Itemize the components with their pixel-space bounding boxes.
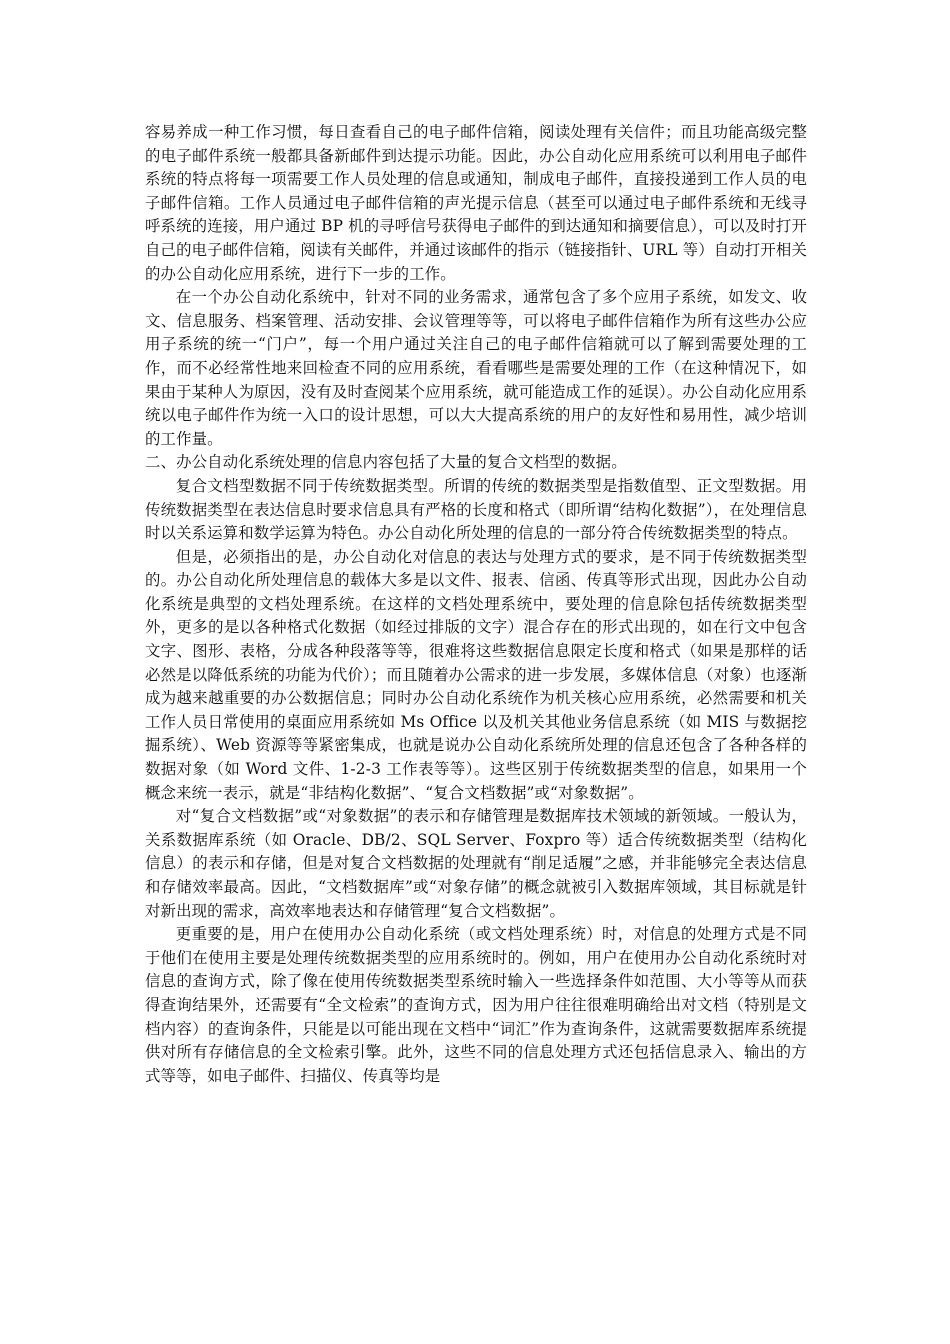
section-heading-compound-documents: 二、办公自动化系统处理的信息内容包括了大量的复合文档型的数据。 [145, 453, 627, 472]
document-body [145, 121, 807, 1088]
paragraph-document-database: 对“复合文档数据”或“对象数据”的表示和存储管理是数据库技术领域的新领域。一般认为，关系数据库系统（如 Oracle、DB/2、SQL Server、Foxpro 等）适合传统数据类型（结构化信息）的表示和存储，但是对复合文档数据的处理就有“削足适履”之感，并非能够完全表达信息和存储效率最高。因此，“文档数据库”或“对象存储”的概念就被引入数据库领域，其目标就是针对新出现的需求，高效率地表达和存储管理“复合文档数据”。 [145, 807, 807, 920]
paragraph-unified-portal: 在一个办公自动化系统中，针对不同的业务需求，通常包含了多个应用子系统，如发文、收文、信息服务、档案管理、活动安排、会议管理等等，可以将电子邮件信箱作为所有这些办公应用子系统的统一“门户”，每一个用户通过关注自己的电子邮件信箱就可以了解到需要处理的工作，而不必经常性地来回检查不同的应用系统，看看哪些是需要处理的工作（在这种情况下，如果由于某种人为原因，没有及时查阅某个应用系统，就可能造成工作的延误）。办公自动化应用系统以电子邮件作为统一入口的设计思想，可以大大提高系统的用户的友好性和易用性，减少培训的工作量。 [145, 288, 807, 448]
paragraph-email-habit: 容易养成一种工作习惯，每日查看自己的电子邮件信箱，阅读处理有关信件；而且功能高级完整的电子邮件系统一般都具备新邮件到达提示功能。因此，办公自动化应用系统可以利用电子邮件系统的特点将每一项需要工作人员处理的信息或通知，制成电子邮件，直接投递到工作人员的电子邮件信箱。工作人员通过电子邮件信箱的声光提示信息（甚至可以通过电子邮件系统和无线寻呼系统的连接，用户通过 BP 机的寻呼信号获得电子邮件的到达通知和摘要信息），可以及时打开自己的电子邮件信箱，阅读有关邮件，并通过该邮件的指示（链接指针、URL 等）自动打开相关的办公自动化应用系统，进行下一步的工作。 [145, 123, 807, 283]
paragraph-full-text-search: 更重要的是，用户在使用办公自动化系统（或文档处理系统）时，对信息的处理方式是不同于他们在使用主要是处理传统数据类型的应用系统时的。例如，用户在使用办公自动化系统时对信息的查询方式，除了像在使用传统数据类型系统时输入一些选择条件如范围、大小等等从而获得查询结果外，还需要有“全文检索”的查询方式，因为用户往往很难明确给出对文档（特别是文档内容）的查询条件，只能是以可能出现在文档中“词汇”作为查询条件，这就需要数据库系统提供对所有存储信息的全文检索引擎。此外，这些不同的信息处理方式还包括信息录入、输出的方式等等，如电子邮件、扫描仪、传真等均是 [145, 925, 807, 1085]
paragraph-unstructured-data: 但是，必须指出的是，办公自动化对信息的表达与处理方式的要求，是不同于传统数据类型的。办公自动化所处理信息的载体大多是以文件、报表、信函、传真等形式出现，因此办公自动化系统是典型的文档处理系统。在这样的文档处理系统中，要处理的信息除包括传统数据类型外，更多的是以各种格式化数据（如经过排版的文字）混合存在的形式出现的，如在行文中包含文字、图形、表格，分成各种段落等等，很难将这些数据信息限定长度和格式（如果是那样的话必然是以降低系统的功能为代价）；而且随着办公需求的进一步发展，多媒体信息（对象）也逐渐成为越来越重要的办公数据信息；同时办公自动化系统作为机关核心应用系统，必然需要和机关工作人员日常使用的桌面应用系统如 Ms Office 以及机关其他业务信息系统（如 MIS 与数据挖掘系统）、Web 资源等等紧密集成，也就是说办公自动化系统所处理的信息还包含了各种各样的数据对象（如 Word 文件、1-2-3 工作表等等）。这些区别于传统数据类型的信息，如果用一个概念来统一表示，就是“非结构化数据”、“复合文档数据”或“对象数据”。 [145, 547, 807, 802]
paragraph-traditional-data-types: 复合文档型数据不同于传统数据类型。所谓的传统的数据类型是指数值型、正文型数据。用传统数据类型在表达信息时要求信息具有严格的长度和格式（即所谓“结构化数据”），在处理信息时以关系运算和数学运算为特色。办公自动化所处理的信息的一部分符合传统数据类型的特点。 [145, 476, 807, 543]
